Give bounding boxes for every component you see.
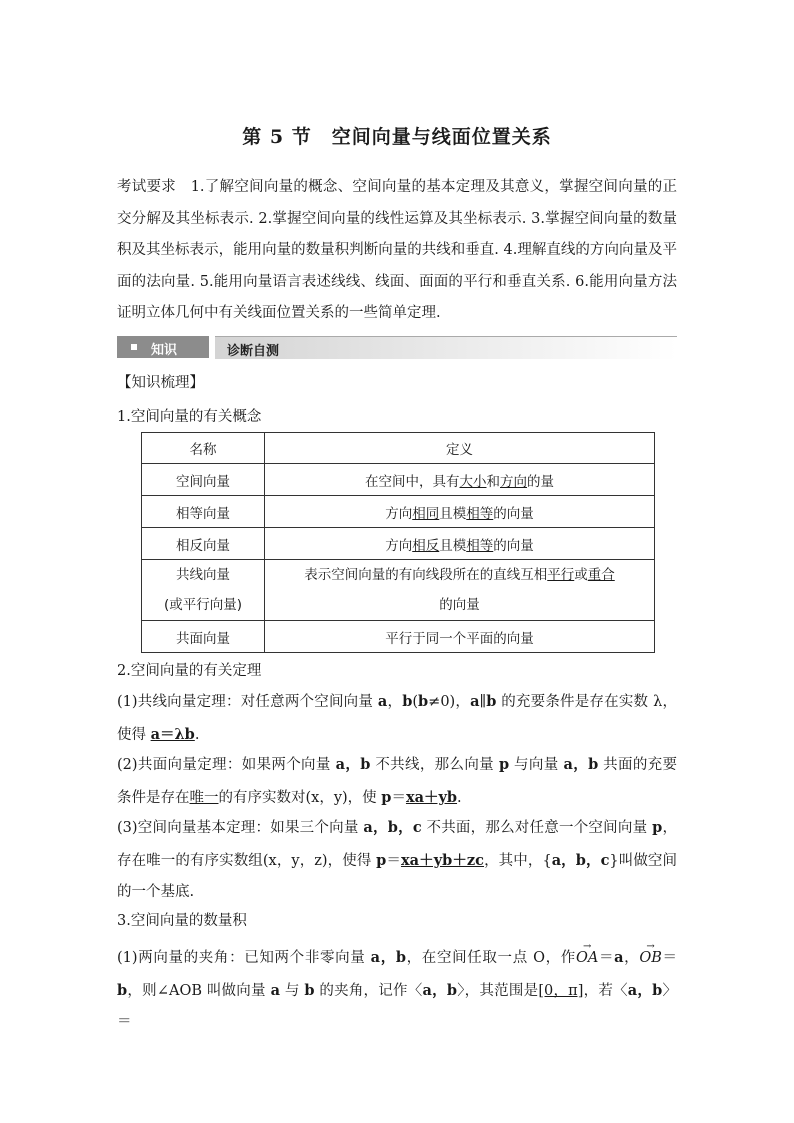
banner-right <box>215 336 677 359</box>
sec2-title: 2.空间向量的有关定理 <box>117 663 262 679</box>
requirements-label: 考试要求 <box>117 179 177 195</box>
row-name: 共线向量 (或平行向量) <box>142 560 265 621</box>
concepts-table <box>141 432 655 653</box>
basis-theorem: (3)空间向量基本定理：如果三个向量 a，b，c 不共面，那么对任意一个空间向量 p，存在唯一的有序实数组(x，y，z)，使得 p＝xa＋yb＋zc，其中，{a，b，c}叫做空间的一个基底. <box>117 819 678 900</box>
knowledge-header: 【知识梳理】 <box>117 375 204 391</box>
sec3-title: 3.空间向量的数量积 <box>117 913 247 929</box>
angle-definition: (1)两向量的夹角：已知两个非零向量 a，b，在空间任取一点 O，作→ OA＝a，→ OB＝b，则∠AOB 叫做向量 a 与 b 的夹角，记作〈a，b〉，其范围是[0，π]，若〈a，b〉＝ <box>117 942 677 1039</box>
row-name: 相反向量 <box>142 528 265 560</box>
table-row <box>142 528 655 560</box>
table-row <box>142 496 655 528</box>
coplanar-theorem: (2)共面向量定理：如果两个向量 a，b 不共线，那么向量 p 与向量 a，b 共面的充要条件是存在唯一的有序实数对(x，y)，使 p＝xa＋yb. <box>117 756 678 806</box>
knowledge-banner <box>117 336 677 358</box>
table-row <box>142 621 655 653</box>
row-definition: 表示空间向量的有向线段所在的直线互相平行或重合 的向量 <box>265 560 655 621</box>
bullet-icon <box>131 344 137 350</box>
row-name: 相等向量 <box>142 496 265 528</box>
exam-requirements <box>117 172 677 330</box>
row-definition: 方向相反且模相等的向量 <box>265 528 655 560</box>
row-name: 共面向量 <box>142 621 265 653</box>
row-definition: 平行于同一个平面的向量 <box>265 621 655 653</box>
banner-left-label: 知识 <box>151 343 178 358</box>
table-row <box>142 464 655 496</box>
banner-right-label: 诊断自测 <box>227 344 280 359</box>
sec1-title: 1.空间向量的有关概念 <box>117 409 262 425</box>
vector-oa: → OA <box>576 943 598 975</box>
requirements-text: 1.了解空间向量的概念、空间向量的基本定理及其意义，掌握空间向量的正交分解及其坐标表示. 2.掌握空间向量的线性运算及其坐标表示. 3.掌握空间向量的数量积及其坐标表示，能用向量的数量积判断向量的共线和垂直. 4.理解直线的方向向量及平面的法向量. 5.能用向量语言表述线线、线面、面面的平行和垂直关系. 6.能用向量方法证明立体几何中有关线面位置关系的一些简单定理. <box>117 179 677 321</box>
header-definition: 定义 <box>265 433 655 464</box>
header-name: 名称 <box>142 433 265 464</box>
table-row <box>142 560 655 621</box>
table-header-row <box>142 433 655 464</box>
vector-ob: → OB <box>639 943 662 975</box>
banner-left <box>117 336 209 358</box>
row-definition: 在空间中，具有大小和方向的量 <box>265 464 655 496</box>
collinear-theorem: (1)共线向量定理：对任意两个空间向量 a，b(b≠0)，a∥b 的充要条件是存在实数 λ，使得 a＝λb. <box>117 693 677 743</box>
row-name: 空间向量 <box>142 464 265 496</box>
row-definition: 方向相同且模相等的向量 <box>265 496 655 528</box>
section-title: 第 5 节 空间向量与线面位置关系 <box>242 126 552 148</box>
